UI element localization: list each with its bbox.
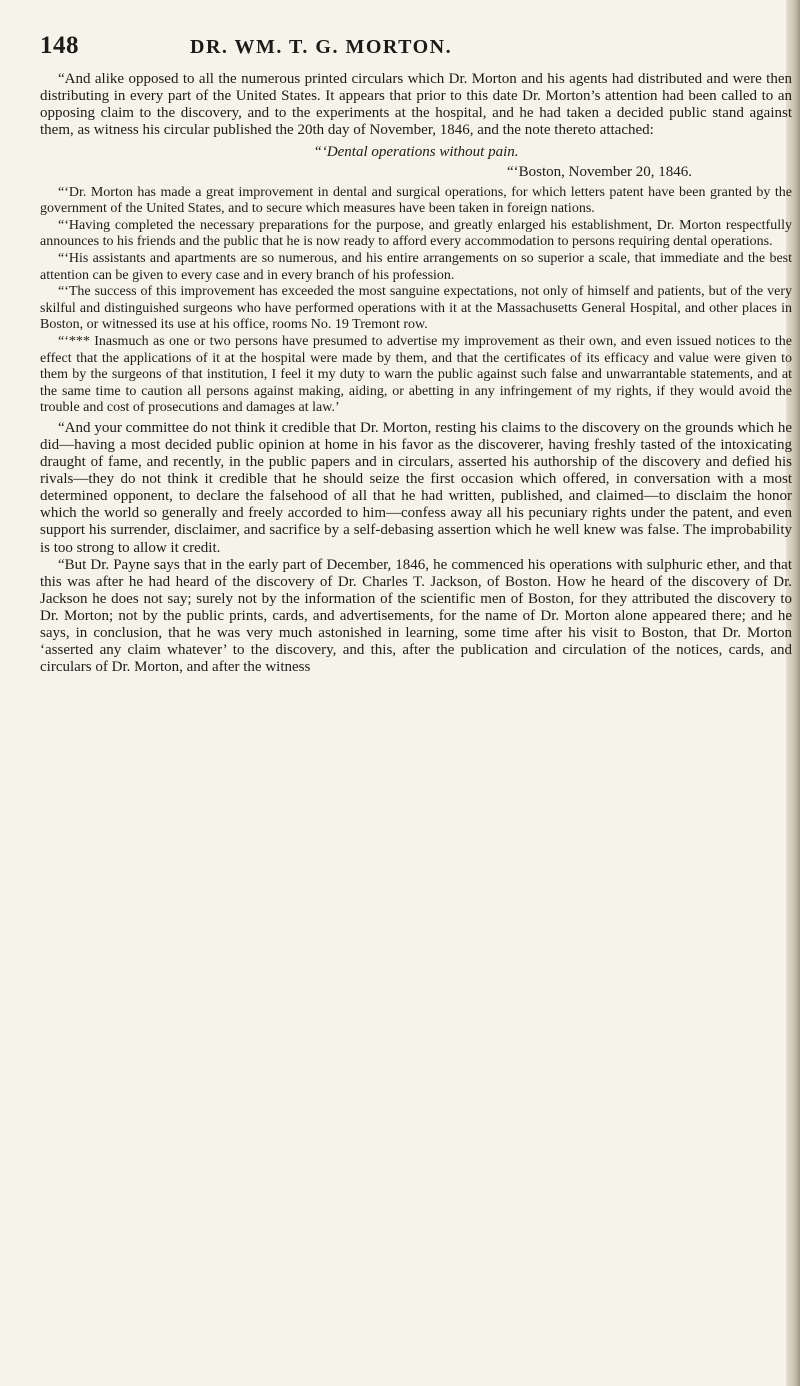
circular-dateline: “‘Boston, November 20, 1846. xyxy=(507,164,692,181)
circular-paragraph-success: “‘The success of this improvement has exceeded the most sanguine expectations, not only of himself and patients, but of the very skilful and distinguished surgeons who have performed operations with it at the Massachusetts General Hospital, and other places in Boston, or witnessed its use at his office, rooms No. 19 Tremont row. xyxy=(40,284,792,333)
paragraph-committee: “And your committee do not think it credible that Dr. Morton, resting his claims to the discovery on the grounds which he did—having a most decided public opinion at home in his favor as the discoverer, having freshly tasted of the intoxicating draught of fame, and recently, in the public papers and in circulars, asserted his authorship of the discovery and defied his rivals—they do not think it credible that he should seize the first occasion which offered, in conversation with a most determined opponent, to declare the falsehood of all that he had written, published, and claimed—to disclaim the honor which the world so generally and freely accorded to him—confess away all his pecuniary rights under the patent, and even support his surrender, disclaimer, and sacrifice by a self-debasing assertion which he well knew was false. The improbability is too strong to allow it credit. xyxy=(40,419,792,556)
page-number: 148 xyxy=(40,32,79,59)
page-header xyxy=(40,30,760,70)
circular-note: “‘*** Inasmuch as one or two persons have presumed to advertise my improvement as their own, and even issued notices to the effect that the applications of it at the hospital were made by them, and that the certificates of its efficacy and value were given to them by the surgeons of that institution, I feel it my duty to warn the public against such false and unwarrantable statements, and at the same time to caution all persons against making, aiding, or abetting in any infringement of my rights, if they would avoid the trouble and cost of prosecutions and damages at law.’ xyxy=(40,333,792,416)
paragraph-circulars: “And alike opposed to all the numerous printed circulars which Dr. Morton and his agents had distributed and were then distributing in every part of the United States. It appears that prior to this date Dr. Morton’s attention had been called to an opposing claim to the discovery, and to the experiments at the hospital, and he had taken a decided public stand against them, as witness his circular published the 20th day of November, 1846, and the note thereto attached: xyxy=(40,71,792,139)
paragraph-payne: “But Dr. Payne says that in the early part of December, 1846, he commenced his operations with sulphuric ether, and that this was after he had heard of the discovery of Dr. Charles T. Jackson, of Boston. How he heard of the discovery of Dr. Jackson he does not say; surely not by the information of the scientific men of Boston, for they attributed the discovery to Dr. Morton; not by the public prints, cards, and advertisements, for the name of Dr. Morton alone appeared there; and he says, in conclusion, that he was very much astonished in learning, some time after his visit to Boston, that Dr. Morton ‘asserted any claim whatever’ to the discovery, and this, after the publication and circulation of the notices, cards, and circulars of Dr. Morton, and after the witness xyxy=(40,556,792,676)
body-text xyxy=(40,71,792,676)
circular-title: “‘Dental operations without pain. xyxy=(313,144,519,161)
circular-paragraph-improvement: “‘Dr. Morton has made a great improvement in dental and surgical operations, for which letters patent have been granted by the government of the United States, and to secure which measures have been taken in foreign nations. xyxy=(40,184,792,217)
circular-paragraph-preparations: “‘Having completed the necessary preparations for the purpose, and greatly enlarged his establishment, Dr. Morton respectfully announces to his friends and the public that he is now ready to afford every accommodation to persons requiring dental operations. xyxy=(40,217,792,250)
running-head: DR. WM. T. G. MORTON. xyxy=(190,36,453,58)
circular-paragraph-assistants: “‘His assistants and apartments are so numerous, and his entire arrangements on so superior a scale, that immediate and the best attention can be given to every case and in every branch of his profession. xyxy=(40,250,792,283)
